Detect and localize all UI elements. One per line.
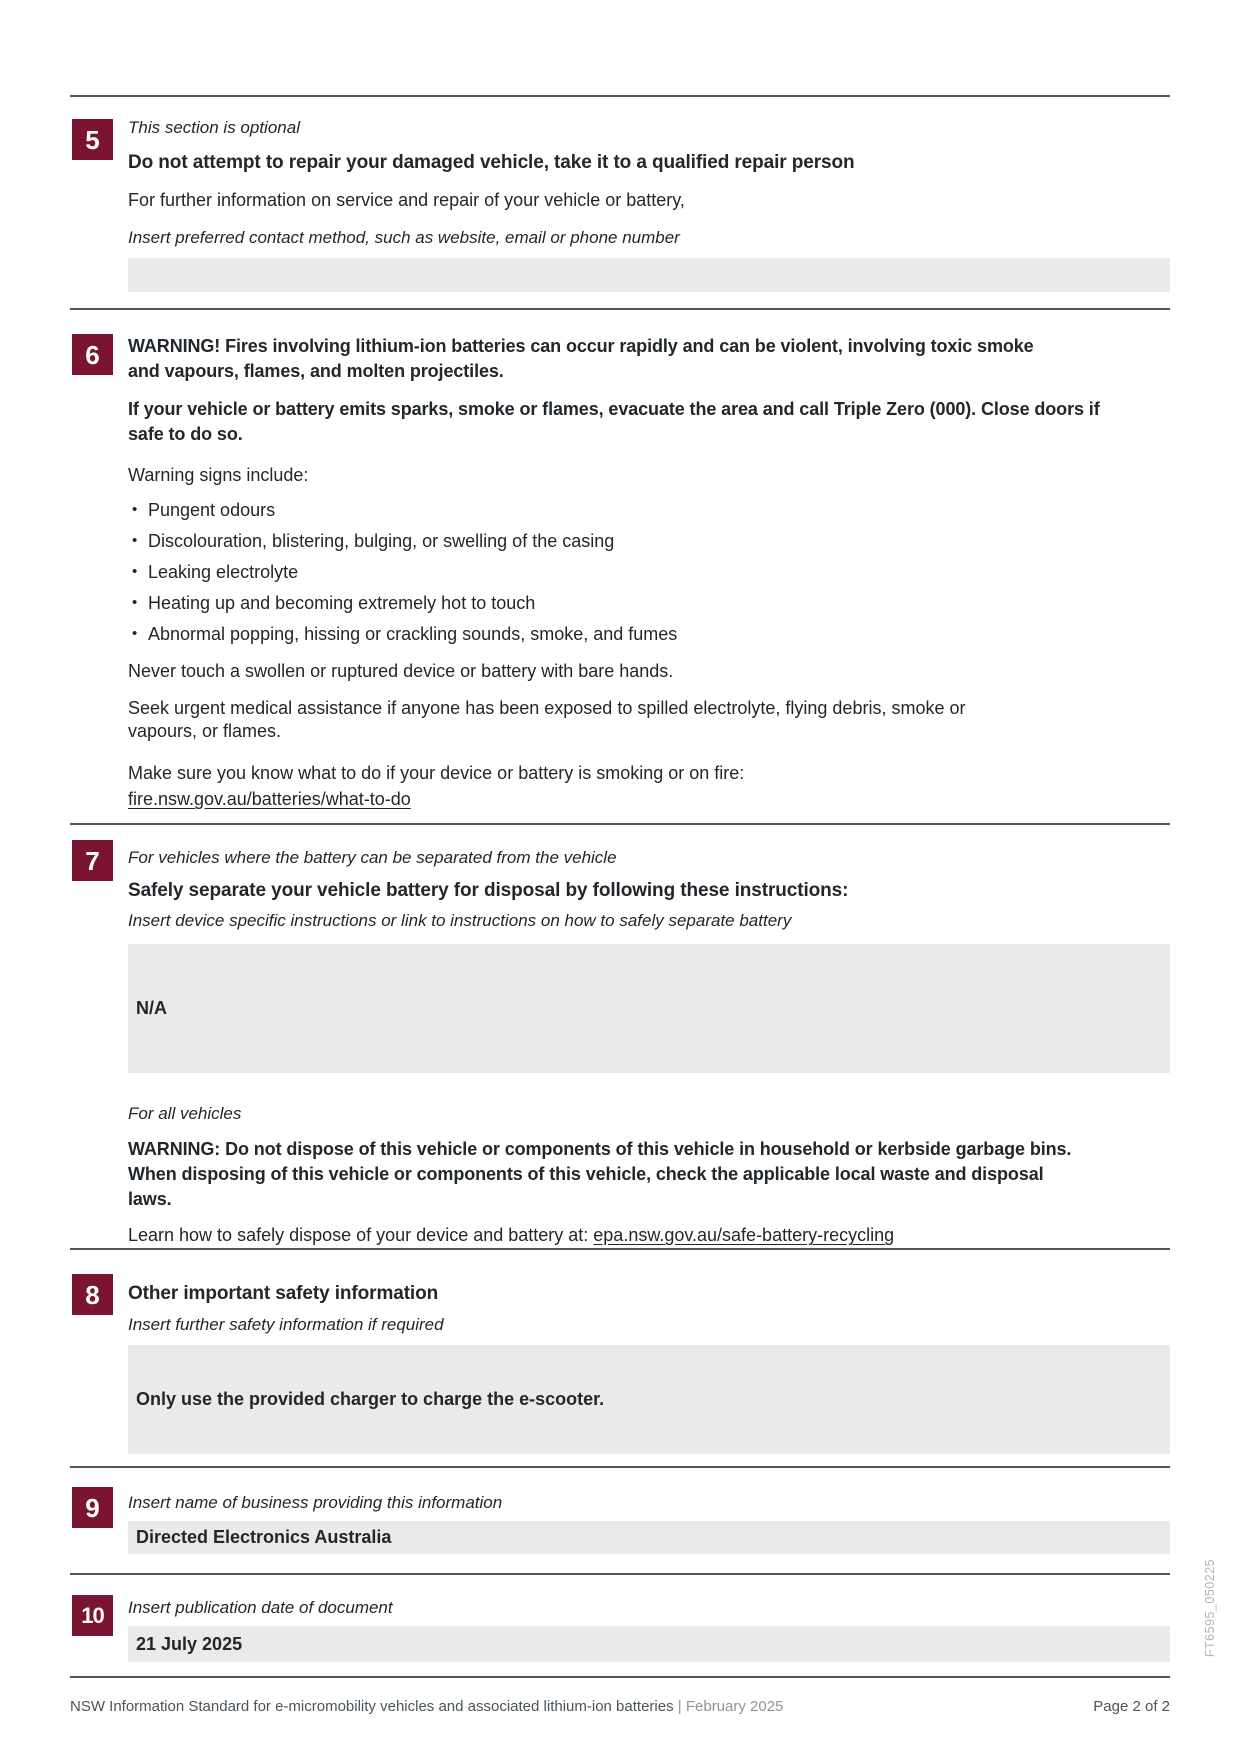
warning-sign-item: • Pungent odours — [128, 499, 1170, 522]
warning-signs-intro: Warning signs include: — [128, 465, 309, 485]
section-6 — [70, 308, 1170, 811]
business-name-value: Directed Electronics Australia — [136, 1527, 392, 1547]
section-5-number: 5 — [85, 124, 100, 155]
make-sure-paragraph: Make sure you know what to do if your device or battery is smoking or on fire: — [128, 763, 745, 783]
never-touch-paragraph: Never touch a swollen or ruptured device or battery with bare hands. — [128, 661, 674, 681]
page-indicator: Page 2 of 2 — [1093, 1698, 1170, 1715]
footer-document-title — [70, 1698, 783, 1715]
section-5-heading: Do not attempt to repair your damaged vehicle, take it to a qualified repair person — [128, 152, 855, 173]
disposal-warning-paragraph: WARNING: Do not dispose of this vehicle or components of this vehicle in household or kerbside garbage bins. When disposing of this vehicle or components of this vehicle, check the applicable local waste and disposal laws. — [128, 1139, 1072, 1209]
warning-sign-item: • Leaking electrolyte — [128, 561, 1170, 584]
separation-instructions-field[interactable] — [128, 944, 1170, 1073]
other-safety-field-hint: Insert further safety information if required — [128, 1315, 444, 1334]
business-name-field-hint: Insert name of business providing this information — [128, 1493, 503, 1512]
section-6-number-badge — [72, 334, 113, 375]
section-8-heading: Other important safety information — [128, 1283, 439, 1304]
separation-instructions-field-hint: Insert device specific instructions or link to instructions on how to safely separate battery — [128, 911, 792, 930]
form-code-vertical: FT6595_050225 — [1203, 1558, 1217, 1658]
page-footer — [70, 1676, 1170, 1715]
section-10-number: 10 — [81, 1602, 104, 1628]
epa-nsw-link[interactable]: epa.nsw.gov.au/safe-battery-recycling — [593, 1225, 895, 1245]
separation-instructions-value: N/A — [136, 998, 167, 1018]
disposal-learn-paragraph — [128, 1224, 1170, 1247]
other-safety-value: Only use the provided charger to charge the e-scooter. — [136, 1389, 605, 1409]
section-7-number-badge — [72, 840, 113, 881]
section-7-heading: Safely separate your vehicle battery for disposal by following these instructions: — [128, 880, 849, 901]
publication-date-field[interactable] — [128, 1626, 1170, 1662]
section-7-number: 7 — [85, 845, 100, 876]
warning-signs-list — [128, 499, 1170, 646]
evacuate-warning-paragraph: If your vehicle or battery emits sparks, smoke or flames, evacuate the area and call Triple Zero (000). Close doors if safe to do so. — [128, 399, 1100, 444]
business-name-field[interactable] — [128, 1521, 1170, 1554]
other-safety-field[interactable] — [128, 1345, 1170, 1454]
all-vehicles-hint: For all vehicles — [128, 1104, 242, 1123]
warning-sign-item: • Abnormal popping, hissing or crackling sounds, smoke, and fumes — [128, 623, 1170, 646]
contact-method-field[interactable] — [128, 258, 1170, 292]
section-5-body: For further information on service and repair of your vehicle or battery, — [128, 190, 685, 210]
section-10 — [70, 1573, 1170, 1662]
fire-nsw-link[interactable]: fire.nsw.gov.au/batteries/what-to-do — [128, 789, 411, 809]
section-6-number: 6 — [85, 339, 100, 370]
section-7-scope-hint: For vehicles where the battery can be separated from the vehicle — [128, 848, 617, 867]
section-7 — [70, 823, 1170, 1247]
warning-sign-item: • Heating up and becoming extremely hot to touch — [128, 592, 1170, 615]
section-5 — [70, 95, 1170, 292]
warning-sign-item: • Discolouration, blistering, bulging, or swelling of the casing — [128, 530, 1170, 553]
section-8-number: 8 — [85, 1279, 100, 1310]
footer-date: February 2025 — [685, 1698, 784, 1715]
seek-assistance-paragraph: Seek urgent medical assistance if anyone has been exposed to spilled electrolyte, flying debris, smoke or vapours, or flames. — [128, 698, 966, 741]
section-8-number-badge — [72, 1274, 113, 1315]
contact-method-field-hint: Insert preferred contact method, such as website, email or phone number — [128, 228, 680, 247]
section-9-number: 9 — [85, 1492, 100, 1523]
publication-date-value: 21 July 2025 — [136, 1633, 243, 1654]
section-10-number-badge — [72, 1595, 113, 1636]
section-9 — [70, 1466, 1170, 1554]
section-5-number-badge — [72, 119, 113, 160]
footer-separator: | — [677, 1698, 682, 1715]
disposal-learn-text: Learn how to safely dispose of your device and battery at: — [128, 1225, 594, 1245]
section-5-optional-hint: This section is optional — [128, 118, 300, 137]
footer-title-text: NSW Information Standard for e-micromobility vehicles and associated lithium-ion batteries — [70, 1698, 674, 1715]
section-9-number-badge — [72, 1487, 113, 1528]
fire-warning-paragraph: WARNING! Fires involving lithium-ion batteries can occur rapidly and can be violent, involving toxic smoke and vapours, flames, and molten projectiles. — [128, 336, 1034, 381]
section-8 — [70, 1248, 1170, 1454]
publication-date-field-hint: Insert publication date of document — [128, 1598, 393, 1617]
